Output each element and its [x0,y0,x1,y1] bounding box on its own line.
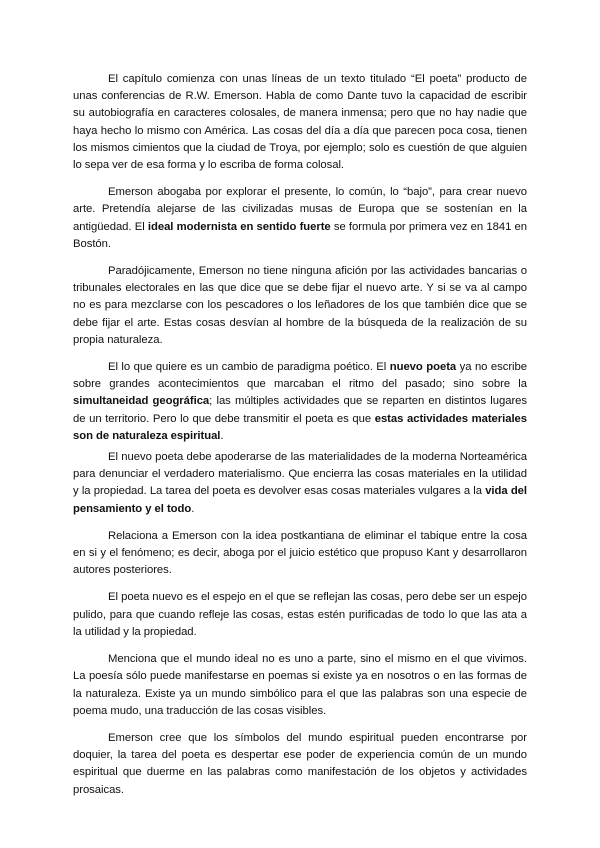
paragraph-9 [73,730,527,799]
paragraph-3 [73,263,527,349]
text-run: Relaciona a Emerson con la idea postkantiana de eliminar el tabique entre la cosa en si y el fenómeno; es decir, aboga por el juicio estético que propuso Kant y desarrollaron autores posteriores. [73,529,527,577]
bold-text-run: simultaneidad geográfica [73,395,210,408]
paragraph-2 [73,184,527,253]
bold-text-run: estas actividades materiales son de naturaleza espiritual [73,412,528,442]
text-run: Paradójicamente, Emerson no tiene ninguna afición por las actividades bancarias o tribunales electorales en las que dice que se debe fijar el nuevo arte. Y si se va al campo no es para mezclarse con los pescadores o los leñadores de los que también dice que se debe fijar el arte. Estas cosas desvían al hombre de la búsqueda de la realización de su propia naturaleza. [73,265,527,346]
text-run: El lo que quiere es un cambio de paradigma poético. El [108,361,390,374]
bold-text-run: nuevo poeta [389,361,457,374]
text-run: ya no escribe sobre grandes acontecimientos que marcaban el ritmo del pasado; sino sobre la [73,361,527,391]
paragraph-6 [73,528,527,580]
bold-text-run: ideal modernista en sentido fuerte [147,220,331,233]
paragraph-1 [73,71,527,174]
text-run: se formula por primera vez en 1841 en Bostón. [73,220,527,250]
text-run: Emerson abogaba por explorar el presente, lo común, lo “bajo”, para crear nuevo arte. Pretendía alejarse de las civilizadas musas de Europa que se sostenían en la antigüedad. El [73,186,527,233]
paragraph-4 [73,359,527,445]
text-run: Emerson cree que los símbolos del mundo espiritual pueden encontrarse por doquier, la tarea del poeta es despertar ese poder de experiencia común de un mundo espiritual que duerme en las palabras como manifestación de los objetos y actividades prosaicas. [73,731,527,796]
paragraph-5 [73,449,527,518]
text-run: El capítulo comienza con unas líneas de un texto titulado “El poeta” producto de unas conferencias de R.W. Emerson. Habla de como Dante tuvo la capacidad de escribir su autobiografía en caracteres colosales, de manera inmensa; pero que no hay nadie que haya hecho lo mismo con América. Las cosas del día a día que parecen poca cosa, tienen los mismos cimientos que la ciudad de Troya, por ejemplo; solo es cuestión de que alguien lo sepa ver de esa forma y lo escriba de forma colosal. [73,73,527,172]
text-run: El poeta nuevo es el espejo en el que se reflejan las cosas, pero debe ser un espejo pulido, para que cuando refleje las cosas, estas estén purificadas de todo lo que las ata a la utilidad y la propiedad. [73,591,527,638]
text-run: . [191,502,195,515]
text-run: Menciona que el mundo ideal no es uno a parte, sino el mismo en el que vivimos. La poesía sólo puede manifestarse en poemas si existe ya en nosotros o en las formas de la naturaleza. Existe ya un mundo simbólico para el que las palabras son una especie de poema mudo, una traducción de las cosas visibles. [73,653,527,717]
bold-text-run: vida del pensamiento y el todo [73,485,527,515]
text-run: ; las múltiples actividades que se reparten en distintos lugares de un territorio. Pero lo que debe transmitir el poeta es que [73,395,528,425]
paragraph-7 [73,589,527,641]
text-run: El nuevo poeta debe apoderarse de las materialidades de la moderna Norteamérica para denunciar el verdadero materialismo. Que encierra las cosas materiales en la utilidad y la propiedad. La tarea del poeta es devolver esas cosas materiales vulgares a la [73,451,527,498]
text-run: . [220,429,224,442]
paragraph-8 [73,651,527,720]
